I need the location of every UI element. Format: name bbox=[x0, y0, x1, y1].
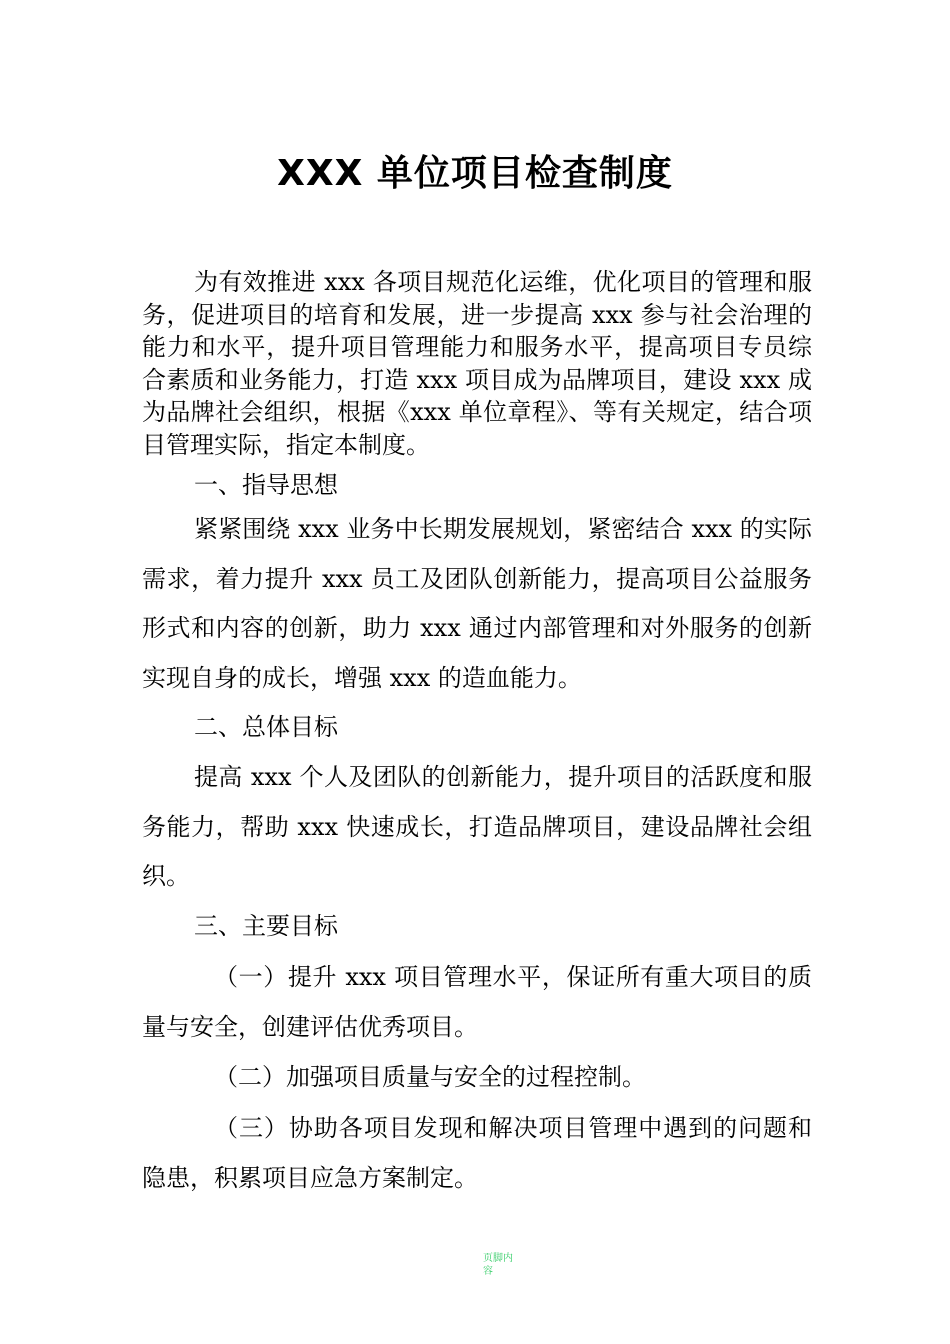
section-heading-guiding-thought: 一、指导思想 bbox=[194, 471, 338, 499]
main-goal-item-3: （三）协助各项目发现和解决项目管理中遇到的问题和隐患，积累项目应急方案制定。 bbox=[142, 1114, 812, 1192]
section-body-overall-goal: 提高 xxx 个人及团队的创新能力，提升项目的活跃度和服务能力，帮助 xxx 快速成长，打造品牌项目，建设品牌社会组织。 bbox=[142, 763, 812, 890]
main-goal-item-1: （一）提升 xxx 项目管理水平，保证所有重大项目的质量与安全，创建评估优秀项目。 bbox=[142, 963, 812, 1041]
intro-paragraph: 为有效推进 xxx 各项目规范化运维，优化项目的管理和服务，促进项目的培育和发展，进一步提高 xxx 参与社会治理的能力和水平，提升项目管理能力和服务水平，提高项目专员综合素质和业务能力，打造 xxx 项目成为品牌项目，建设 xxx 成为品牌社会组织，根据《xxx 单位章程》、等有关规定，结合项目管理实际，指定本制度。 bbox=[142, 268, 812, 459]
document-title: XXX 单位项目检查制度 bbox=[277, 153, 673, 194]
section-body-guiding-thought: 紧紧围绕 xxx 业务中长期发展规划，紧密结合 xxx 的实际需求，着力提升 xxx 员工及团队创新能力，提高项目公益服务形式和内容的创新，助力 xxx 通过内部管理和对外服务的创新实现自身的成长，增强 xxx 的造血能力。 bbox=[142, 515, 812, 692]
page-footer: 页脚内容 bbox=[483, 1253, 513, 1277]
main-goal-item-2: （二）加强项目质量与安全的过程控制。 bbox=[214, 1063, 646, 1091]
section-heading-main-goals: 三、主要目标 bbox=[194, 912, 338, 940]
section-heading-overall-goal: 二、总体目标 bbox=[194, 713, 338, 741]
